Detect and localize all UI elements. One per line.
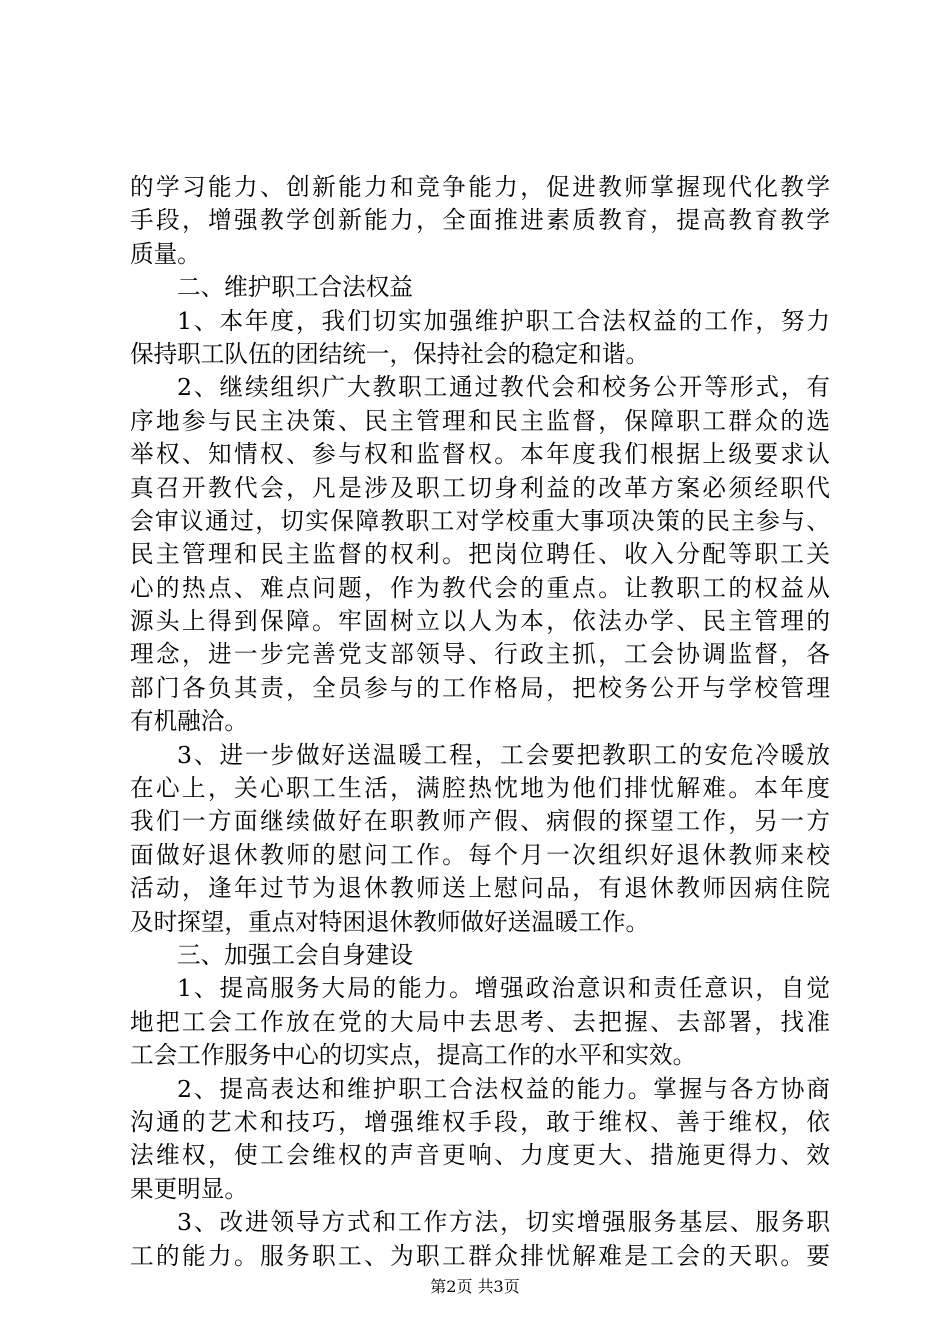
text-line: 质量。 xyxy=(130,239,201,268)
text-line: 心的热点、难点问题，作为教代会的重点。让教职工的权益从 xyxy=(130,573,830,602)
text-line: 2、提高表达和维护职工合法权益的能力。掌握与各方协商 xyxy=(177,1074,830,1103)
text-line: 的学习能力、创新能力和竞争能力，促进教师掌握现代化教学 xyxy=(130,173,830,201)
text-line: 果更明显。 xyxy=(130,1174,248,1203)
text-line: 在心上，关心职工生活，满腔热忱地为他们排忧解难。本年度 xyxy=(130,774,830,803)
text-line: 1、本年度，我们切实加强维护职工合法权益的工作，努力 xyxy=(177,306,830,335)
text-line: 保持职工队伍的团结统一，保持社会的稳定和谐。 xyxy=(130,339,650,368)
text-line: 地把工会工作放在党的大局中去思考、去把握、去部署，找准 xyxy=(130,1007,830,1036)
text-line: 二、维护职工合法权益 xyxy=(177,273,413,302)
text-line: 真召开教代会，凡是涉及职工切身利益的改革方案必须经职代 xyxy=(130,473,830,502)
text-line: 法维权，使工会维权的声音更响、力度更大、措施更得力、效 xyxy=(130,1141,830,1170)
page-footer: 第2页 共3页 xyxy=(430,1277,520,1296)
text-line: 沟通的艺术和技巧，增强维权手段，敢于维权、善于维权，依 xyxy=(130,1107,830,1136)
text-line: 民主管理和民主监督的权利。把岗位聘任、收入分配等职工关 xyxy=(130,540,830,569)
document-body xyxy=(130,171,830,1273)
text-line: 3、改进领导方式和工作方法，切实增强服务基层、服务职 xyxy=(177,1208,830,1237)
text-line: 1、提高服务大局的能力。增强政治意识和责任意识，自觉 xyxy=(177,974,830,1003)
text-line: 3、进一步做好送温暖工程，工会要把教职工的安危冷暖放 xyxy=(177,740,830,769)
text-line: 2、继续组织广大教职工通过教代会和校务公开等形式，有 xyxy=(177,373,830,402)
text-line: 手段，增强教学创新能力，全面推进素质教育，提高教育教学 xyxy=(130,206,830,235)
text-line: 我们一方面继续做好在职教师产假、病假的探望工作，另一方 xyxy=(130,807,830,836)
text-line: 部门各负其责，全员参与的工作格局，把校务公开与学校管理 xyxy=(130,673,830,702)
text-line: 理念，进一步完善党支部领导、行政主抓，工会协调监督，各 xyxy=(130,640,830,669)
text-line: 三、加强工会自身建设 xyxy=(177,940,413,969)
text-line: 序地参与民主决策、民主管理和民主监督，保障职工群众的选 xyxy=(130,406,830,435)
text-line: 工会工作服务中心的切实点，提高工作的水平和实效。 xyxy=(130,1041,697,1070)
text-line: 有机融洽。 xyxy=(130,707,248,736)
text-line: 会审议通过，切实保障教职工对学校重大事项决策的民主参与、 xyxy=(130,506,830,535)
text-line: 工的能力。服务职工、为职工群众排忧解难是工会的天职。要 xyxy=(130,1241,830,1270)
text-line: 面做好退休教师的慰问工作。每个月一次组织好退休教师来校 xyxy=(130,840,830,869)
text-line: 及时探望，重点对特困退休教师做好送温暖工作。 xyxy=(130,907,650,936)
text-line: 举权、知情权、参与权和监督权。本年度我们根据上级要求认 xyxy=(130,440,830,469)
text-line: 源头上得到保障。牢固树立以人为本，依法办学、民主管理的 xyxy=(130,607,830,636)
text-line: 活动，逢年过节为退休教师送上慰问品，有退休教师因病住院 xyxy=(130,874,830,903)
